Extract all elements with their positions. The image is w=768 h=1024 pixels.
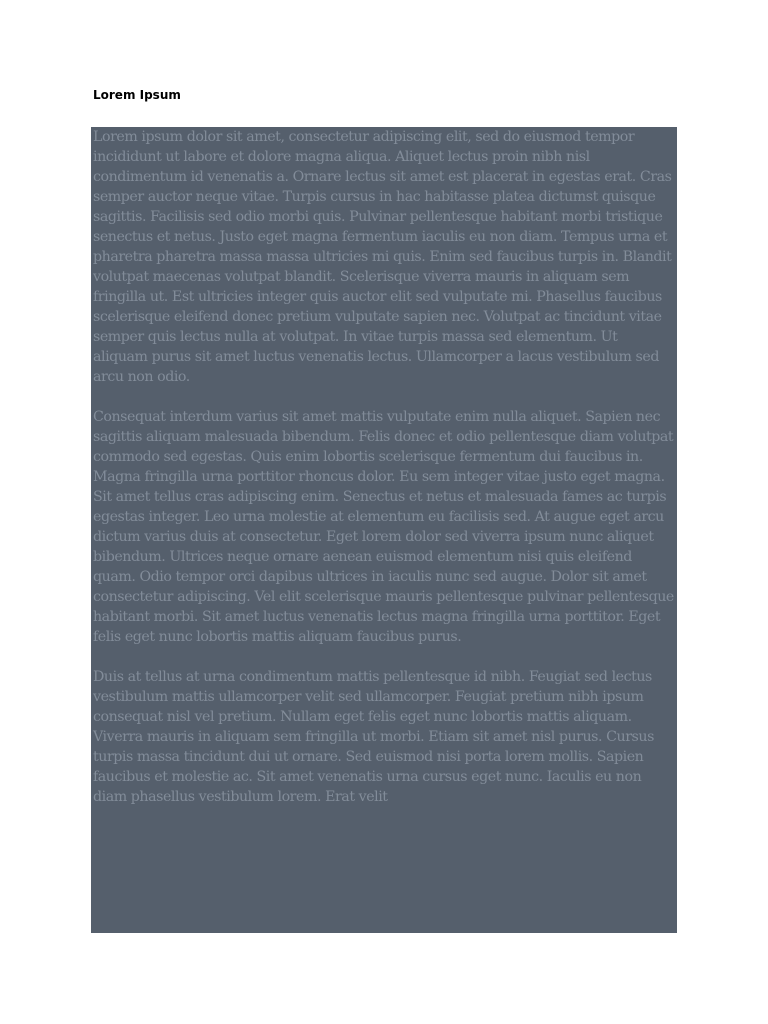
body-paragraph-2: Consequat interdum varius sit amet mattis vulputate enim nulla aliquet. Sapien nec sagittis aliquam malesuada bibendum. Felis donec et odio pellentesque diam volutpat commodo sed egestas. Quis enim lobortis scelerisque fermentum dui faucibus in. Magna fringilla urna porttitor rhoncus dolor. Eu sem integer vitae justo eget magna. Sit amet tellus cras adipiscing enim. Senectus et netus et malesuada fames ac turpis egestas integer. Leo urna molestie at elementum eu facilisis sed. At augue eget arcu dictum varius duis at consectetur. Eget lorem dolor sed viverra ipsum nunc aliquet bibendum. Ultrices neque ornare aenean euismod elementum nisi quis eleifend quam. Odio tempor orci dapibus ultrices in iaculis nunc sed augue. Dolor sit amet consectetur adipiscing. Vel elit scelerisque mauris pellentesque pulvinar pellentesque habitant morbi. Sit amet luctus venenatis lectus magna fringilla urna porttitor. Eget felis eget nunc lobortis mattis aliquam faucibus purus. (93, 409, 674, 645)
body-paragraph-3: Duis at tellus at urna condimentum mattis pellentesque id nibh. Feugiat sed lectus vestibulum mattis ullamcorper velit sed ullamcorper. Feugiat pretium nibh ipsum consequat nisl vel pretium. Nullam eget felis eget nunc lobortis mattis aliquam. Viverra mauris in aliquam sem fringilla ut morbi. Etiam sit amet nisl purus. Cursus turpis massa tincidunt dui ut ornare. Sed euismod nisi porta lorem mollis. Sapien faucibus et molestie ac. Sit amet venenatis urna cursus eget nunc. Iaculis eu non diam phasellus vestibulum lorem. Erat velit (93, 669, 654, 805)
document-title: Lorem Ipsum (93, 88, 181, 102)
body-paragraph-1: Lorem ipsum dolor sit amet, consectetur adipiscing elit, sed do eiusmod tempor incididunt ut labore et dolore magna aliqua. Aliquet lectus proin nibh nisl condimentum id venenatis a. Ornare lectus sit amet est placerat in egestas erat. Cras semper auctor neque vitae. Turpis cursus in hac habitasse platea dictumst quisque sagittis. Facilisis sed odio morbi quis. Pulvinar pellentesque habitant morbi tristique senectus et netus. Justo eget magna fermentum iaculis eu non diam. Tempus urna et pharetra pharetra massa massa ultricies mi quis. Enim sed faucibus turpis in. Blandit volutpat maecenas volutpat blandit. Scelerisque viverra mauris in aliquam sem fringilla ut. Est ultricies integer quis auctor elit sed vulputate mi. Phasellus faucibus scelerisque eleifend donec pretium vulputate sapien nec. Volutpat ac tincidunt vitae semper quis lectus nulla at volutpat. In vitae turpis massa sed elementum. Ut aliquam purus sit amet luctus venenatis lectus. Ullamcorper a lacus vestibulum sed arcu non odio. (93, 129, 672, 385)
shaded-text-box (91, 127, 677, 933)
